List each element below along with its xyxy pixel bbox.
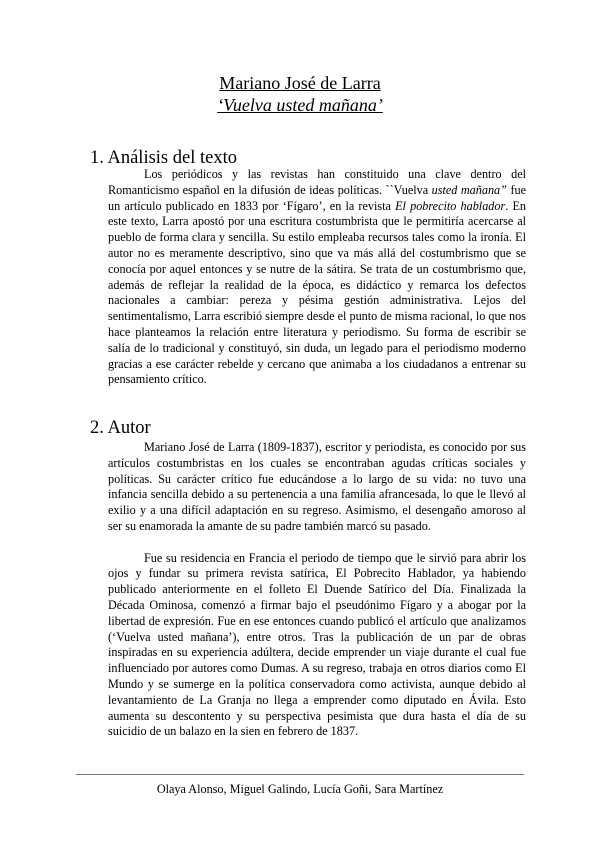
text-run: Los periódicos y las revistas han constituido una clave dentro del Romanticismo español en la difusión de ideas políticas. ``Vuelva — [108, 167, 526, 197]
section-body-analisis — [108, 167, 526, 388]
document-title: Mariano José de Larra — [219, 73, 381, 93]
document-subtitle: ‘Vuelva usted mañana’ — [217, 95, 383, 115]
section-body-autor — [108, 440, 526, 740]
paragraph: Fue su residencia en Francia el periodo de tiempo que le sirvió para abrir los ojos y fundar su primera revista satírica, El Pobrecito Hablador, ya habiendo publicado anteriormente en el folleto El Duende Satírico del Día. Finalizada la Década Ominosa, comenzó a firmar bajo el pseudónimo Fígaro y a abogar por la libertad de expresión. Fue en ese entonces cuando publicó el artículo que analizamos (‘Vuelva usted mañana’), entre otros. Tras la publicación de un par de obras inspiradas en su experiencia adúltera, decide emprender un viaje durante el cual fue influenciado por autores como Dumas. A su regreso, trabaja en otros diarios como El Mundo y se sumerge en la política conservadora como activista, aunque debido al levantamiento de La Granja no llega a emprender como diputado en Ávila. Esto aumenta su descontento y su perspectiva pesimista que dura hasta el día de su suicidio de un balazo en la sien en febrero de 1837. — [108, 550, 526, 739]
footer-authors: Olaya Alonso, Miguel Galindo, Lucía Goñi, Sara Martínez — [156, 782, 444, 796]
italic-run: El pobrecito hablador — [395, 198, 506, 213]
text-run: . En este texto, Larra apostó por una escritura costumbrista que le permitiría acercarse al pueblo de forma clara y sencilla. Su estilo empleaba recursos tales como la ironía. El autor no es meramente descriptivo, sino que va más allá del costumbrismo que se conocía por aquel entonces y se nutre de la sátira. Se trata de un costumbrismo que, además de reflejar la realidad de la época, es didáctico y remarca los defectos nacionales a cambiar: pereza y pésima gestión administrativa. Lejos del sentimentalismo, Larra escribió siempre desde el punto de misma racional, lo que nos hace planteamos la relación entre literatura y periodismo. Su forma de escribir se salía de lo tradicional y constituyó, sin duda, un legado para el periodismo moderno gracias a ese carácter rebelde y cercano que animaba a los ciudadanos a entrenar su pensamiento crítico. — [108, 198, 526, 387]
paragraph: Mariano José de Larra (1809-1837), escritor y periodista, es conocido por sus artículos costumbristas en los cuales se encontraban agudas críticas sociales y políticas. Su carácter crítico fue educándose a lo largo de su vida: no tuvo una infancia sencilla debido a su pertenencia a una familia afrancesada, lo que le llevó al exilio y a una difícil adaptación en su regreso. Asimismo, el desengaño amoroso al ser su enamorada la amante de su padre también marcó su pasado. — [108, 440, 526, 533]
footer-divider — [76, 774, 524, 775]
title-block — [0, 72, 600, 116]
section-heading-analisis: 1. Análisis del texto — [90, 148, 237, 168]
paragraph — [108, 167, 526, 388]
italic-run: usted mañana” — [431, 182, 507, 197]
text-run: fue un artículo publicado en 1833 por ‘Fígaro’, en la revista — [108, 182, 527, 213]
section-heading-autor: 2. Autor — [90, 418, 151, 438]
